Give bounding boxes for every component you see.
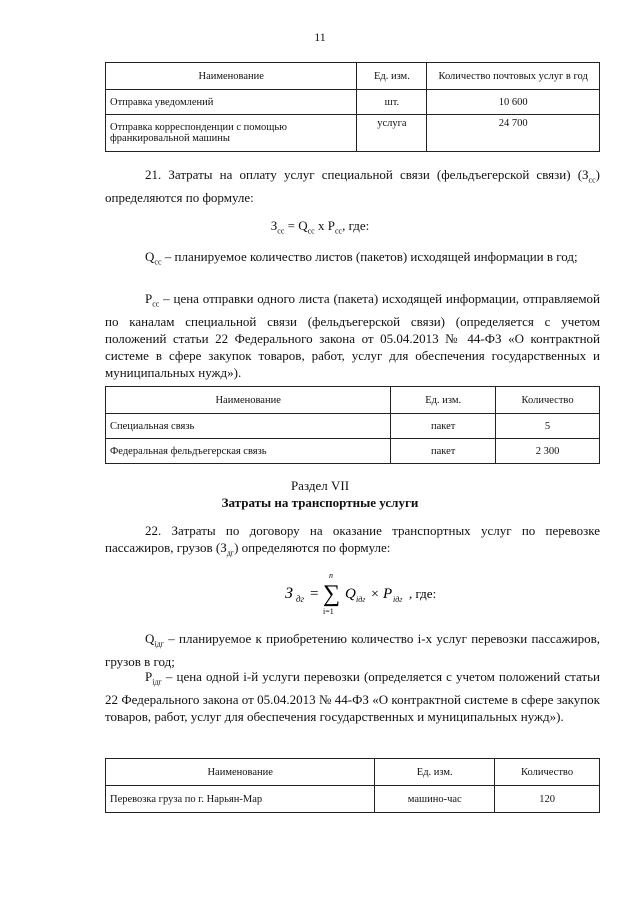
table-cell: 2 300 [496,439,600,464]
table-header: Ед. изм. [357,63,427,90]
postal-services-table [105,62,600,152]
formula-p: P [383,586,393,602]
special-communication-table [105,386,600,464]
formula-lhs-sub: дг [296,594,305,604]
paragraph-21: 21. Затраты на оплату услуг специальной связи (фельдъегерской связи) $(З_{сс})$ определяются по формуле: [105,167,600,205]
formula-q-sub: iдг [356,595,366,604]
formula-zdg [285,568,485,618]
page-number: 11 [314,30,326,44]
table-cell: пакет [391,414,496,439]
paragraph-22: 22. Затраты по договору на оказание транспортных услуг по перевозке пассажиров, грузов $(З_{дг})$ определяются по формуле: [105,523,600,558]
table-header: Наименование [106,63,357,90]
table-cell: машино-час [375,786,495,813]
sum-icon: ∑ [323,581,341,607]
table-cell: 24 700 [427,115,600,152]
table-cell: 5 [496,414,600,439]
section-label: Раздел VII [290,478,350,493]
table-cell: шт. [357,90,427,115]
formula-equals: = [310,586,319,602]
table-cell: Специальная связь [106,414,391,439]
table-cell: услуга [357,115,427,152]
transport-services-table [105,758,600,813]
table-cell: Отправка уведомлений [106,90,357,115]
definition-p: $Р_{сс}$ – цена отправки одного листа (пакета) исходящей информации, отправляемой по каналам специальной связи (фельдъегерской связи) (определяется с учетом положений статьи 22 Федерального закона от 05.04.2013 № 44-ФЗ «О контрактной системе в сфере закупок товаров, работ, услуг для обеспечения государственных и муниципальных нужд»). [105,291,600,380]
section-title: Затраты на транспортные услуги [221,495,419,510]
table-row [106,414,600,439]
table-header-row [106,63,600,90]
formula-q: Q [345,586,356,602]
formula-zss: $З_{сс} = Q_{сс}$ х $Р_{сс}$, где: [270,218,370,236]
formula-end: , где: [409,586,437,601]
sum-top: n [329,571,333,580]
formula-lhs: З [285,585,293,602]
table-header: Ед. изм. [375,759,495,786]
table-header: Количество почтовых услуг в год [427,63,600,90]
definition-q: $Q_{сс}$ – планируемое количество листов (пакетов) исходящей информации в год; [145,249,578,267]
table-row [106,115,600,152]
table-header: Наименование [106,759,375,786]
table-header: Количество [495,759,600,786]
table-row [106,786,600,813]
formula-times: × [371,587,379,602]
sum-bottom: i=1 [323,607,334,616]
table-cell: Перевозка груза по г. Нарьян-Мар [106,786,375,813]
table-header-row [106,387,600,414]
table-cell: Федеральная фельдъегерская связь [106,439,391,464]
definition-p2: $P_{iдг}$ – цена одной i-й услуги перевозки (определяется с учетом положений статьи 22 Федерального закона от 05.04.2013 № 44-ФЗ «О контрактной системе в сфере закупок товаров, работ, услуг для обеспечения государственных и муниципальных нужд»). [105,669,600,724]
table-header: Наименование [106,387,391,414]
formula-p-sub: iдг [393,595,403,604]
table-row [106,90,600,115]
table-cell: Отправка корреспонденции с помощью франкировальной машины [106,115,357,152]
table-cell: пакет [391,439,496,464]
table-header: Количество [496,387,600,414]
table-header-row [106,759,600,786]
definition-q2: $Q_{iдг}$ – планируемое к приобретению количество i-х услуг перевозки пассажиров, грузов в год; [105,631,600,669]
table-cell: 120 [495,786,600,813]
table-row [106,439,600,464]
table-header: Ед. изм. [391,387,496,414]
table-cell: 10 600 [427,90,600,115]
